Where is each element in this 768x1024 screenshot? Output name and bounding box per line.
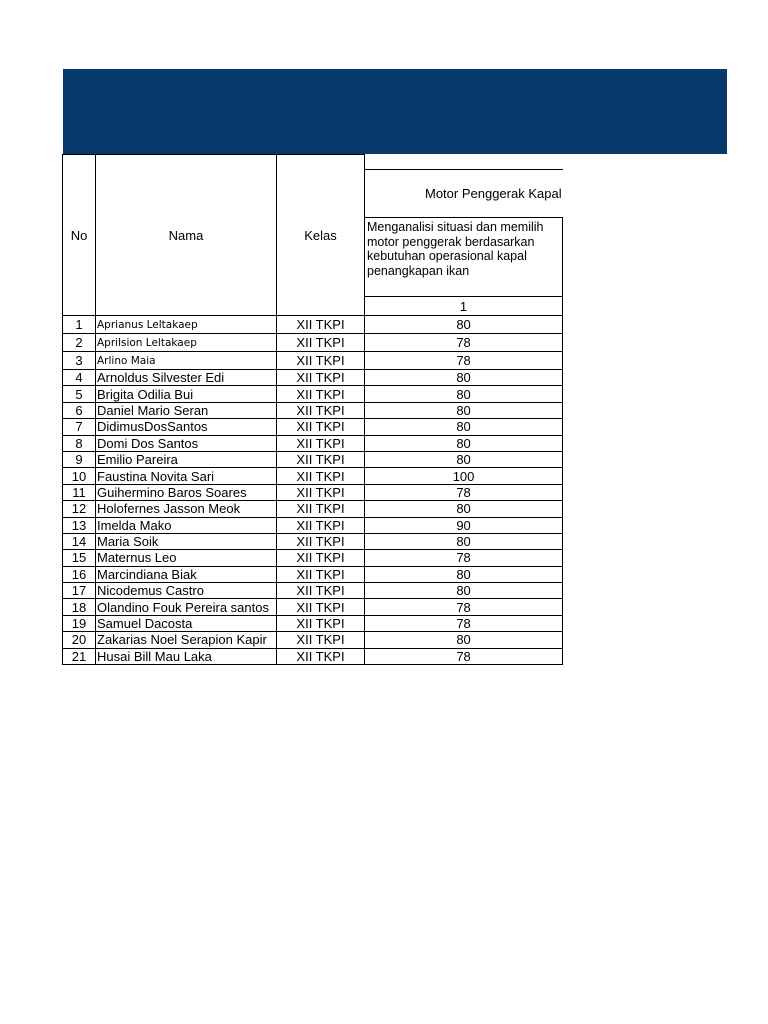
row-kelas-cell: XII TKPI (277, 352, 365, 370)
row-no-cell: 12 (63, 501, 96, 517)
row-nama-cell: Marcindiana Biak (96, 566, 277, 582)
row-score-cell: 80 (365, 566, 563, 582)
table-row (63, 550, 563, 566)
row-nama-cell: Daniel Mario Seran (96, 402, 277, 418)
row-kelas-cell: XII TKPI (277, 402, 365, 418)
row-score-cell: 80 (365, 451, 563, 467)
grades-table-body (63, 155, 563, 665)
row-nama-cell: Samuel Dacosta (96, 615, 277, 631)
row-kelas-cell: XII TKPI (277, 386, 365, 402)
table-row (63, 583, 563, 599)
table-row (63, 517, 563, 533)
row-nama-cell: Maria Soik (96, 533, 277, 549)
row-kelas-cell: XII TKPI (277, 648, 365, 664)
table-row (63, 484, 563, 500)
column-header-nama: Nama (96, 155, 277, 316)
row-nama-text: Aprianus Leltakaep (97, 319, 198, 331)
row-no-cell: 17 (63, 583, 96, 599)
table-row (63, 501, 563, 517)
row-nama-text: Arlino Maia (97, 355, 156, 367)
row-score-cell: 80 (365, 435, 563, 451)
row-no-cell: 13 (63, 517, 96, 533)
row-no-cell: 1 (63, 316, 96, 334)
row-no-cell: 21 (63, 648, 96, 664)
row-nama-cell (96, 334, 277, 352)
table-row (63, 451, 563, 467)
table-row (63, 316, 563, 334)
row-kelas-cell: XII TKPI (277, 615, 365, 631)
row-kelas-cell: XII TKPI (277, 533, 365, 549)
assessment-number: 1 (365, 297, 563, 316)
row-score-cell: 78 (365, 334, 563, 352)
row-nama-cell: DidimusDosSantos (96, 419, 277, 435)
row-no-cell: 19 (63, 615, 96, 631)
row-score-cell: 80 (365, 533, 563, 549)
table-row (63, 566, 563, 582)
table-row (63, 632, 563, 648)
table-row (63, 334, 563, 352)
row-kelas-cell: XII TKPI (277, 468, 365, 484)
row-kelas-cell: XII TKPI (277, 435, 365, 451)
column-header-kelas: Kelas (277, 155, 365, 316)
row-no-cell: 14 (63, 533, 96, 549)
row-nama-cell: Zakarias Noel Serapion Kapir (96, 632, 277, 648)
row-score-cell: 80 (365, 583, 563, 599)
row-kelas-cell: XII TKPI (277, 370, 365, 386)
row-kelas-cell: XII TKPI (277, 599, 365, 615)
row-no-cell: 7 (63, 419, 96, 435)
table-row (63, 402, 563, 418)
table-row (63, 386, 563, 402)
row-no-cell: 16 (63, 566, 96, 582)
table-row (63, 419, 563, 435)
row-no-cell: 2 (63, 334, 96, 352)
row-no-cell: 11 (63, 484, 96, 500)
row-score-cell: 78 (365, 550, 563, 566)
row-nama-cell: Domi Dos Santos (96, 435, 277, 451)
row-no-cell: 10 (63, 468, 96, 484)
row-score-cell: 78 (365, 352, 563, 370)
row-kelas-cell: XII TKPI (277, 334, 365, 352)
row-no-cell: 20 (63, 632, 96, 648)
row-kelas-cell: XII TKPI (277, 316, 365, 334)
row-score-cell: 80 (365, 316, 563, 334)
table-row (63, 352, 563, 370)
column-header-no: No (63, 155, 96, 316)
row-nama-cell: Faustina Novita Sari (96, 468, 277, 484)
row-score-cell: 78 (365, 599, 563, 615)
header-blank-cell (365, 155, 563, 170)
row-score-cell: 80 (365, 632, 563, 648)
row-no-cell: 8 (63, 435, 96, 451)
row-score-cell: 90 (365, 517, 563, 533)
header-banner (63, 69, 727, 154)
row-no-cell: 4 (63, 370, 96, 386)
row-kelas-cell: XII TKPI (277, 550, 365, 566)
row-nama-cell: Emilio Pareira (96, 451, 277, 467)
row-kelas-cell: XII TKPI (277, 419, 365, 435)
row-score-cell: 80 (365, 501, 563, 517)
row-nama-cell: Olandino Fouk Pereira santos (96, 599, 277, 615)
table-row (63, 615, 563, 631)
table-row (63, 648, 563, 664)
subject-header: Motor Penggerak Kapal (365, 170, 563, 218)
row-no-cell: 15 (63, 550, 96, 566)
table-row (63, 599, 563, 615)
table-row (63, 533, 563, 549)
row-nama-text: Aprilsion Leltakaep (97, 337, 197, 349)
row-no-cell: 18 (63, 599, 96, 615)
row-score-cell: 78 (365, 648, 563, 664)
row-no-cell: 6 (63, 402, 96, 418)
row-score-cell: 78 (365, 484, 563, 500)
row-nama-cell: Husai Bill Mau Laka (96, 648, 277, 664)
header-row-top (63, 155, 563, 170)
row-nama-cell: Maternus Leo (96, 550, 277, 566)
table-row (63, 370, 563, 386)
row-kelas-cell: XII TKPI (277, 501, 365, 517)
row-no-cell: 5 (63, 386, 96, 402)
row-nama-cell: Arnoldus Silvester Edi (96, 370, 277, 386)
table-row (63, 468, 563, 484)
row-kelas-cell: XII TKPI (277, 517, 365, 533)
row-score-cell: 80 (365, 402, 563, 418)
row-nama-cell: Imelda Mako (96, 517, 277, 533)
row-no-cell: 3 (63, 352, 96, 370)
row-nama-cell: Nicodemus Castro (96, 583, 277, 599)
row-kelas-cell: XII TKPI (277, 451, 365, 467)
row-nama-cell (96, 316, 277, 334)
row-score-cell: 78 (365, 615, 563, 631)
row-score-cell: 80 (365, 370, 563, 386)
row-score-cell: 80 (365, 419, 563, 435)
row-kelas-cell: XII TKPI (277, 484, 365, 500)
row-score-cell: 80 (365, 386, 563, 402)
row-nama-cell: Brigita Odilia Bui (96, 386, 277, 402)
row-score-cell: 100 (365, 468, 563, 484)
grades-table (62, 154, 563, 665)
row-nama-cell: Guihermino Baros Soares (96, 484, 277, 500)
row-nama-cell (96, 352, 277, 370)
row-kelas-cell: XII TKPI (277, 632, 365, 648)
table-row (63, 435, 563, 451)
row-kelas-cell: XII TKPI (277, 583, 365, 599)
competency-description: Menganalisi situasi dan memilih motor penggerak berdasarkan kebutuhan operasional kapal penangkapan ikan (365, 218, 563, 297)
row-nama-cell: Holofernes Jasson Meok (96, 501, 277, 517)
row-no-cell: 9 (63, 451, 96, 467)
row-kelas-cell: XII TKPI (277, 566, 365, 582)
